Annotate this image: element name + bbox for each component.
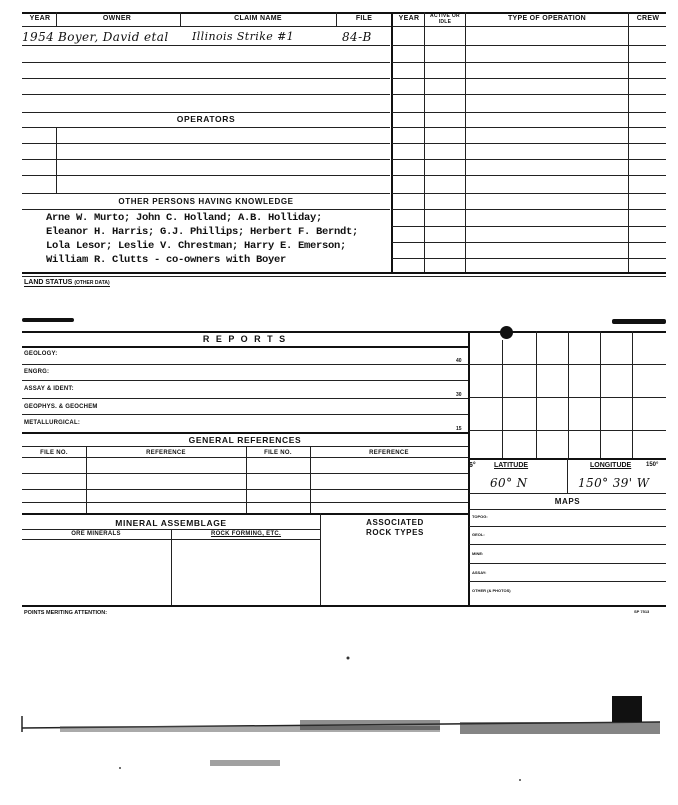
scan-noise [0,640,678,800]
right-row-line [392,143,666,144]
top-bottom-border [22,272,666,274]
grid-col [568,331,569,458]
latitude-value: 60° N [490,476,528,490]
maps-line [469,526,666,527]
grid-col [502,340,503,458]
report-row-line [22,380,468,381]
right-row-line [392,242,666,243]
mineral-assemblage-heading: MINERAL ASSEMBLAGE [115,518,227,528]
latitude-label: LATITUDE [494,462,529,469]
genref-reference-1: REFERENCE [146,450,186,456]
latlon-bottom [469,493,666,494]
scan-smudge [22,318,74,322]
genref-line [22,489,468,490]
other-persons-heading: OTHER PERSONS HAVING KNOWLEDGE [118,197,294,206]
grid-row [469,430,666,431]
right-row-line [392,45,666,46]
row-line [22,143,390,144]
rock-forming-label: ROCK FORMING, ETC. [210,531,282,537]
report-metallurgical-num: 15 [456,426,462,432]
genref-file-no-1: FILE NO. [40,450,68,456]
header-owner: OWNER [102,15,132,22]
associated-rock-types [322,518,468,538]
maps-line [469,563,666,564]
genref-col [246,446,247,513]
top-bottom-border-2 [22,276,666,277]
header-active-idle: ACTIVE OR IDLE [430,13,460,25]
tick [56,12,57,26]
map-geol: GEOL: [472,532,485,537]
genref-line [22,457,468,458]
right-row-line [392,175,666,176]
report-row-line [22,432,468,434]
land-status-sub: (OTHER DATA) [74,280,110,286]
report-row-line [22,364,468,365]
report-geophys-label: GEOPHYS. & GEOCHEM [24,404,98,410]
right-row-line [392,159,666,160]
scan-smudge [612,319,666,324]
associated-label: ASSOCIATED [366,518,424,527]
genref-bottom [22,513,468,515]
right-row-line [392,94,666,95]
maps-line [469,581,666,582]
claim-name: Illinois Strike #1 [192,30,295,43]
header-file: FILE [355,15,373,22]
associated-col [320,513,321,605]
row-line [22,209,390,210]
latlon-divider [567,458,568,493]
map-assay: ASSAY: [472,570,487,575]
map-other: OTHER (& PHOTOS) [472,588,511,593]
points-meriting-attention: POINTS MERITING ATTENTION: [24,610,108,616]
genref-line [22,446,468,447]
report-geology-label: GEOLOGY: [24,351,58,357]
right-row-line [392,78,666,79]
right-row-line [392,127,666,128]
longitude-label: LONGITUDE [590,462,632,469]
tick [180,12,181,26]
grid-col [600,331,601,458]
map-topog: TOPOG: [472,514,488,519]
grid-row [469,397,666,398]
form-code: SP 7513 [634,609,650,614]
report-assay-num: 30 [456,392,462,398]
genref-col [86,446,87,513]
maps-line [469,544,666,545]
genref-reference-2: REFERENCE [369,450,409,456]
row-line [22,159,390,160]
genref-line [22,502,468,503]
claim-owner: Boyer, David etal [58,30,169,44]
grid-row [469,364,666,365]
reports-underline [22,346,468,348]
claim-year: 1954 [22,30,55,44]
general-references-heading: GENERAL REFERENCES [188,435,302,445]
right-row-line [392,112,666,113]
grid-col [536,331,537,458]
tick [336,12,337,26]
grid-col [632,331,633,458]
report-engrg-label: ENGRG: [24,369,50,375]
row-line [22,193,390,194]
longitude-value: 150° 39' W [578,476,650,490]
mineral-col [171,529,172,605]
report-geology-num: 40 [456,358,462,364]
report-assay-label: ASSAY & IDENT: [24,386,74,392]
header-underline [22,26,666,27]
operators-heading: OPERATORS [176,114,236,124]
genref-file-no-2: FILE NO. [264,450,292,456]
lon-suffix: 150° [646,462,659,468]
land-status-title: LAND STATUS [24,279,73,286]
right-row-line [392,193,666,194]
row-line [22,175,390,176]
lat-prefix: 6° [469,462,476,469]
genref-col [310,446,311,513]
maps-line [469,509,666,510]
report-row-line [22,414,468,415]
header-claim-name: CLAIM NAME [234,15,282,22]
other-persons-line-1: Arne W. Murto; John C. Holland; A.B. Holliday; [46,212,323,224]
report-row-line [22,398,468,399]
right-row-line [392,258,666,259]
header-crew: CREW [636,15,660,22]
report-metallurgical-label: METALLURGICAL: [24,420,81,426]
map-mine: MINE: [472,551,484,556]
other-persons-line-3: Lola Lesor; Leslie V. Chrestman; Harry E. Emerson; [46,240,347,252]
header-year-2: YEAR [398,15,420,22]
top-border [22,12,666,14]
right-row-line [392,62,666,63]
right-row-line [392,226,666,227]
row-line [22,112,390,113]
land-status-label [24,279,110,287]
maps-heading: MAPS [554,497,581,506]
other-persons-line-2: Eleanor H. Harris; G.J. Phillips; Herbert F. Berndt; [46,226,359,238]
ore-minerals-label: ORE MINERALS [71,531,121,537]
row-line [22,78,390,79]
rock-types-label: ROCK TYPES [365,528,424,537]
genref-line [22,473,468,474]
right-row-line [392,209,666,210]
row-line [22,45,390,46]
row-line [22,127,390,128]
middle-top-border [22,331,666,333]
other-persons-line-4: William R. Clutts - co-owners with Boyer [46,254,287,266]
header-type-of-operation: TYPE OF OPERATION [507,15,587,22]
claim-file: 84-B [342,30,372,44]
operators-col [56,127,57,193]
middle-bottom-border [22,605,666,607]
row-line [22,62,390,63]
header-year: YEAR [29,15,51,22]
row-line [22,94,390,95]
reports-heading: R E P O R T S [202,334,288,344]
